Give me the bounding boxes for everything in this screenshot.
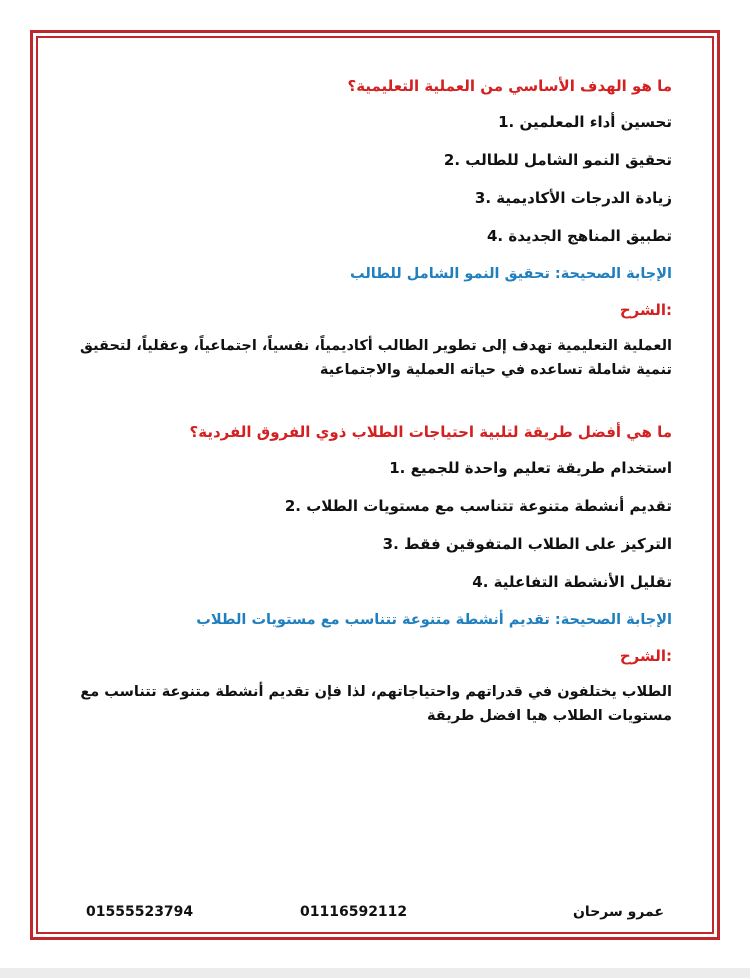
question-2-explain-title: :الشرح — [619, 647, 672, 665]
question-2-option-2: تقديم أنشطة متنوعة تتناسب مع مستويات الطلاب .2 — [284, 497, 672, 515]
question-1-option-4: تطبيق المناهج الجديدة .4 — [486, 227, 672, 245]
spacer — [70, 382, 672, 422]
bottom-strip — [0, 968, 750, 978]
question-1-option-2: تحقيق النمو الشامل للطالب .2 — [443, 151, 672, 169]
footer-phone-2: 01555523794 — [86, 904, 194, 920]
question-1-text: ما هو الهدف الأساسي من العملية التعليمية؟ — [347, 77, 672, 95]
question-block-2 — [70, 422, 672, 728]
page-footer — [86, 904, 664, 924]
question-1-option-1: تحسين أداء المعلمين .1 — [498, 113, 672, 131]
question-1-answer: الإجابة الصحيحة: تحقيق النمو الشامل للطالب — [350, 266, 672, 282]
footer-phone-1: 01116592112 — [300, 904, 408, 920]
footer-author-name: عمرو سرحان — [572, 904, 664, 920]
question-1-explain-text: العملية التعليمية تهدف إلى تطوير الطالب أكاديمياً، نفسياً، اجتماعياً، وعقلياً، لتحقيق تنمية شاملة تساعده في حياته العملية والاجتماعية — [80, 338, 672, 378]
question-2-option-4: تقليل الأنشطة التفاعلية .4 — [472, 573, 672, 591]
question-2-option-3: التركيز على الطلاب المتفوقين فقط .3 — [382, 535, 672, 553]
question-2-text: ما هي أفضل طريقة لتلبية احتياجات الطلاب ذوي الفروق الفردية؟ — [189, 423, 672, 441]
question-2-option-1: استخدام طريقة تعليم واحدة للجميع .1 — [389, 459, 672, 477]
question-2-explain-text: الطلاب يختلفون في قدراتهم واحتياجاتهم، لذا فإن تقديم أنشطة متنوعة تتناسب مع مستويات الطلاب هيا افضل طريقة — [80, 684, 672, 724]
question-block-1 — [70, 76, 672, 382]
question-2-answer: الإجابة الصحيحة: تقديم أنشطة متنوعة تتناسب مع مستويات الطلاب — [196, 612, 672, 628]
question-1-option-3: زيادة الدرجات الأكاديمية .3 — [474, 189, 672, 207]
question-1-explain-title: :الشرح — [619, 301, 672, 319]
quiz-content — [70, 76, 672, 728]
